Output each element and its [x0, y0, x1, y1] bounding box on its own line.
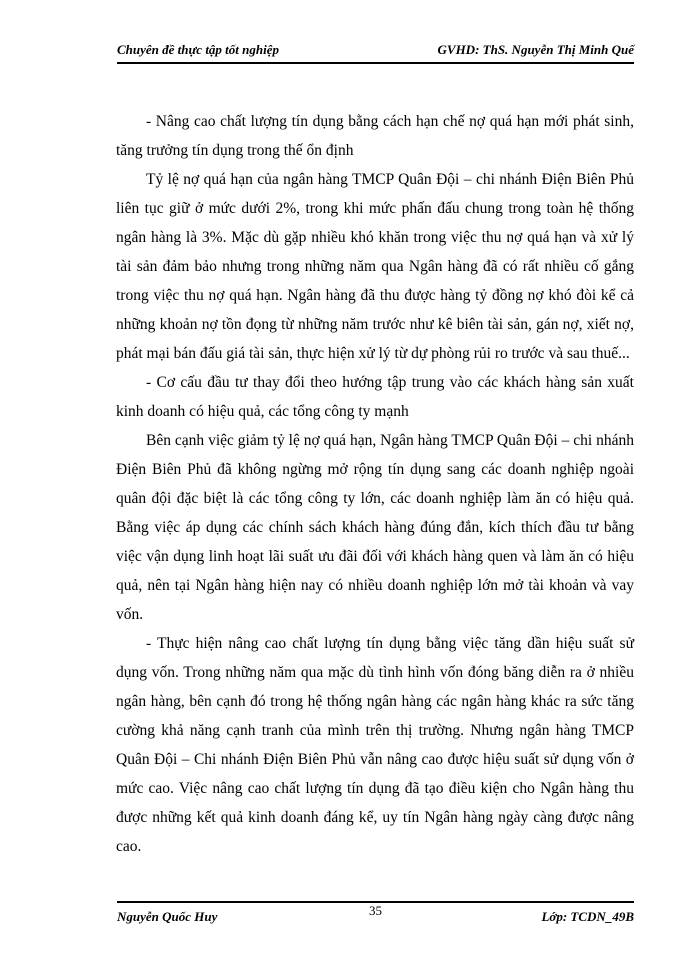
footer-class: Lớp: TCDN_49B [541, 909, 634, 924]
paragraph: - Cơ cấu đầu tư thay đổi theo hướng tập trung vào các khách hàng sản xuất kinh doanh có hiệu quả, các tổng công ty mạnh [116, 374, 634, 420]
header-supervisor: GVHD: ThS. Nguyễn Thị Minh Quế [437, 42, 634, 57]
page-footer [117, 903, 634, 927]
header-title: Chuyên đề thực tập tốt nghiệp [117, 42, 279, 57]
body-text [116, 107, 634, 861]
header-divider [117, 62, 634, 64]
paragraph: Bên cạnh việc giảm tỷ lệ nợ quá hạn, Ngân hàng TMCP Quân Đội – chi nhánh Điện Biên Phủ đã không ngừng mở rộng tín dụng sang các doanh nghiệp ngoài quân đội đặc biệt là các tổng công ty lớn, các doanh nghiệp làm ăn có hiệu quả. Bằng việc áp dụng các chính sách khách hàng đúng đắn, kích thích đầu tư bằng việc vận dụng linh hoạt lãi suất ưu đãi đối với khách hàng quen và làm ăn có hiệu quả, nên tại Ngân hàng hiện nay có nhiều doanh nghiệp lớn mở tài khoản và vay vốn. [116, 432, 634, 623]
page-number: 35 [369, 903, 382, 918]
paragraph: - Thực hiện nâng cao chất lượng tín dụng bằng việc tăng dần hiệu suất sử dụng vốn. Trong những năm qua mặc dù tình hình vốn đóng băng diễn ra ở nhiều ngân hàng, bên cạnh đó trong hệ thống ngân hàng các ngân hàng khác ra sức tăng cường khả năng cạnh tranh của mình trên thị trường. Nhưng ngân hàng TMCP Quân Đội – Chi nhánh Điện Biên Phủ vẫn nâng cao được hiệu suất sử dụng vốn ở mức cao. Việc nâng cao chất lượng tín dụng đã tạo điều kiện cho Ngân hàng thu được những kết quả kinh doanh đáng kể, uy tín Ngân hàng ngày càng được nâng cao. [116, 635, 634, 855]
paragraph: Tỷ lệ nợ quá hạn của ngân hàng TMCP Quân Đội – chi nhánh Điện Biên Phủ liên tục giữ ở mức dưới 2%, trong khi mức phấn đấu chung trong toàn hệ thống ngân hàng là 3%. Mặc dù gặp nhiều khó khăn trong việc thu nợ quá hạn và xử lý tài sản đảm bảo nhưng trong những năm qua Ngân hàng đã có rất nhiều cố gắng trong việc thu nợ quá hạn. Ngân hàng đã thu được hàng tỷ đồng nợ khó đòi kể cả những khoản nợ tồn đọng từ những năm trước như kê biên tài sản, gán nợ, xiết nợ, phát mại bán đấu giá tài sản, thực hiện xử lý từ dự phòng rủi ro trước và sau thuế... [116, 171, 634, 362]
paragraph: - Nâng cao chất lượng tín dụng bằng cách hạn chế nợ quá hạn mới phát sinh, tăng trưởng tín dụng trong thế ổn định [116, 113, 634, 159]
footer-author: Nguyễn Quốc Huy [117, 909, 218, 924]
page-header [117, 38, 634, 62]
